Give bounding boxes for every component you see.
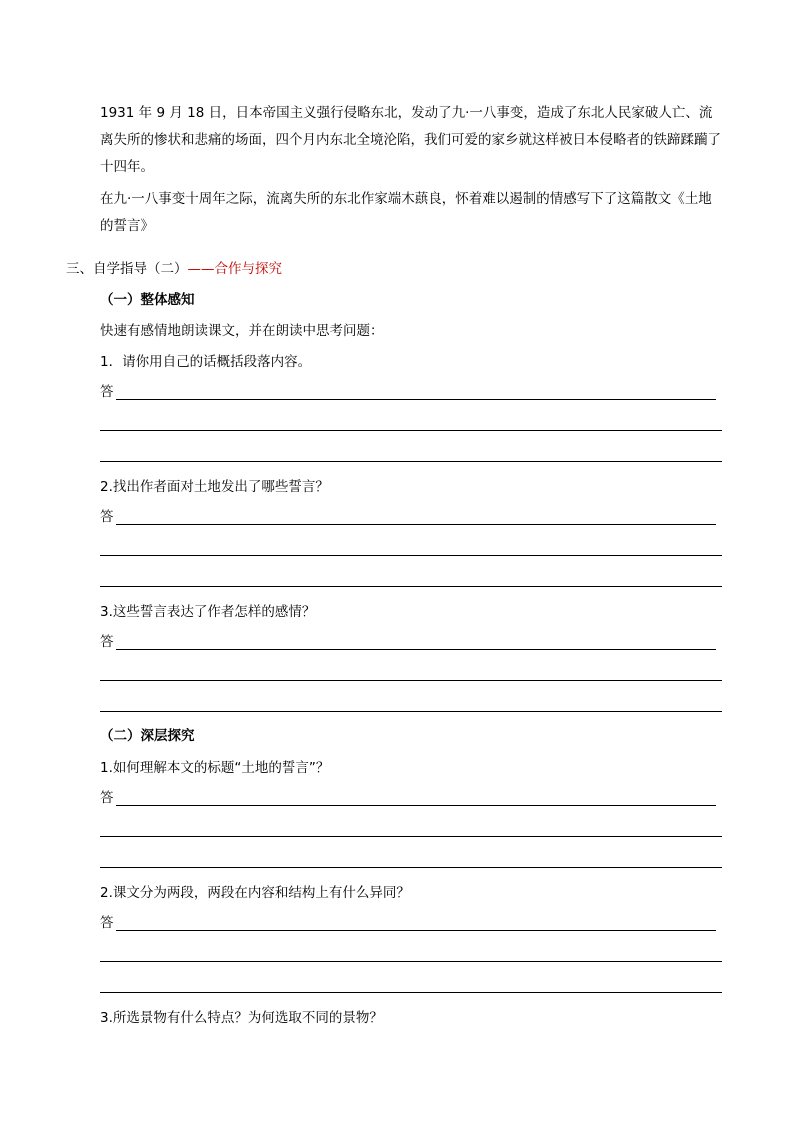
part2-question-3: 3.所选景物有什么特点？为何选取不同的景物？ <box>100 1010 383 1026</box>
intro-text <box>100 100 722 240</box>
answer-line[interactable] <box>116 649 716 650</box>
answer-line[interactable] <box>116 805 716 806</box>
part1-question-1: 1．请你用自己的话概括段落内容。 <box>100 354 312 370</box>
answer-line[interactable] <box>116 399 716 400</box>
answer-line[interactable] <box>100 680 722 681</box>
answer-label: 答 <box>100 384 114 400</box>
part2-heading: （二）深层探究 <box>100 728 195 744</box>
answer-line[interactable] <box>100 555 722 556</box>
answer-line[interactable] <box>116 524 716 525</box>
answer-label: 答 <box>100 790 114 806</box>
section-heading: 三、自学指导（二）——合作与探究 <box>66 261 282 277</box>
part1-heading: （一）整体感知 <box>100 292 195 308</box>
answer-line[interactable] <box>100 586 722 587</box>
answer-line[interactable] <box>100 711 722 712</box>
answer-row[interactable] <box>100 382 722 402</box>
part1-instruction: 快速有感情地朗读课文，并在朗读中思考问题： <box>100 323 384 339</box>
answer-row[interactable] <box>100 913 722 933</box>
answer-label: 答 <box>100 509 114 525</box>
answer-row[interactable] <box>100 788 722 808</box>
answer-label: 答 <box>100 634 114 650</box>
answer-line[interactable] <box>100 867 722 868</box>
answer-line[interactable] <box>100 461 722 462</box>
part2-question-1: 1.如何理解本文的标题“土地的誓言”？ <box>100 760 330 776</box>
intro-paragraph-1: 1931 年 9 月 18 日，日本帝国主义强行侵略东北，发动了九·一八事变，造成了东北人民家破人亡、流离失所的惨状和悲痛的场面，四个月内东北全境沦陷，我们可爱的家乡就这样被日本侵略者的铁蹄蹂躏了十四年。 <box>100 105 721 175</box>
answer-line[interactable] <box>100 961 722 962</box>
answer-row[interactable] <box>100 632 722 652</box>
answer-line[interactable] <box>100 836 722 837</box>
answer-label: 答 <box>100 915 114 931</box>
answer-line[interactable] <box>116 930 716 931</box>
answer-line[interactable] <box>100 430 722 431</box>
part2-question-2: 2.课文分为两段，两段在内容和结构上有什么异同？ <box>100 885 410 901</box>
part1-question-3: 3.这些誓言表达了作者怎样的感情？ <box>100 604 316 620</box>
intro-paragraph-2: 在九·一八事变十周年之际，流离失所的东北作家端木蕻良，怀着难以遏制的情感写下了这篇散文《土地的誓言》 <box>100 191 712 234</box>
part1-question-2: 2.找出作者面对土地发出了哪些誓言？ <box>100 479 329 495</box>
answer-row[interactable] <box>100 507 722 527</box>
answer-line[interactable] <box>100 992 722 993</box>
